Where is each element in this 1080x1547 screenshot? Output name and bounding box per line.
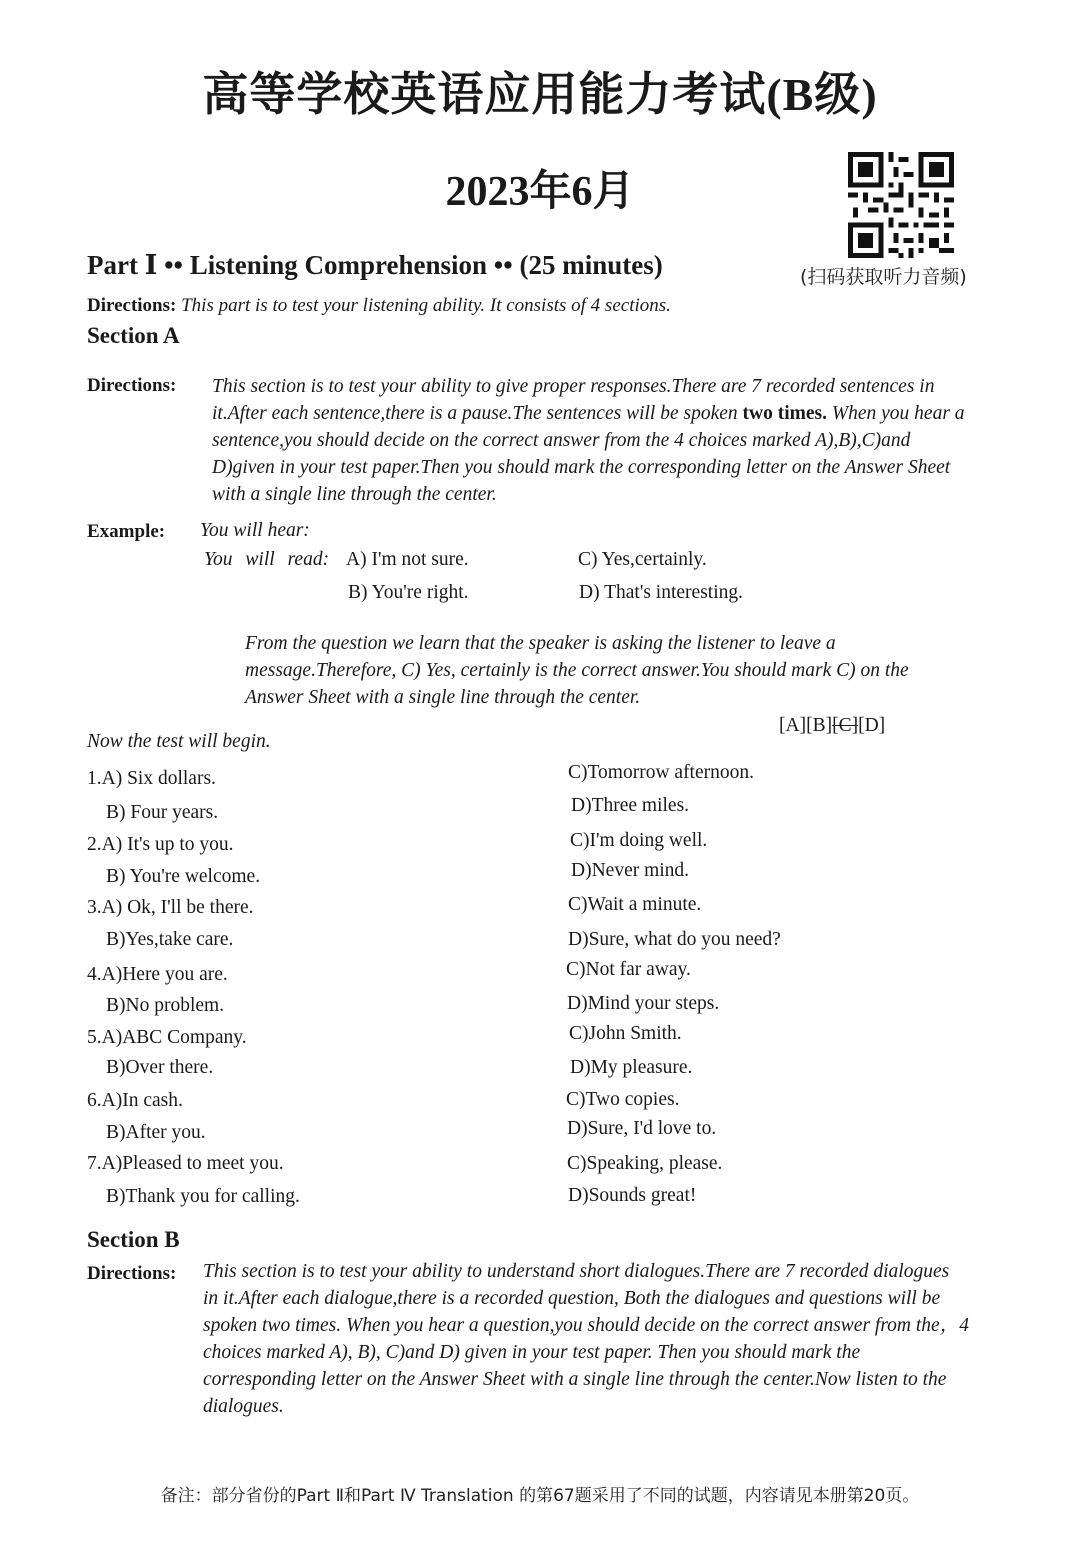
text-line: corresponding letter on the Answer Sheet with a single line through the center.Now listen to the (203, 1369, 947, 1390)
question-3-option-b: B)Yes,take care. (106, 929, 234, 950)
example-you-will-read: You will read: (204, 549, 330, 570)
example-option-c: C) Yes,certainly. (578, 549, 707, 570)
answer-a: [A] (779, 715, 807, 736)
question-7-option-c: C)Speaking, please. (567, 1153, 723, 1174)
section-b-directions-text (203, 1258, 992, 1420)
text-line: Answer Sheet with a single line through the center. (245, 687, 641, 708)
section-a-directions-text (212, 373, 992, 508)
section-b-directions-label: Directions: (87, 1263, 177, 1284)
text-line: D)given in your test paper.Then you should mark the corresponding letter on the Answer Sheet (212, 457, 951, 478)
exam-date: 2023年6月 (445, 169, 635, 215)
question-3-option-d: D)Sure, what do you need? (568, 929, 781, 950)
exam-title: 高等学校英语应用能力考试(B级) (202, 69, 878, 120)
example-you-will-hear: You will hear: (200, 520, 310, 541)
example-option-d: D) That's interesting. (579, 582, 743, 603)
question-4-option-c: C)Not far away. (566, 959, 691, 980)
section-a-directions-label: Directions: (87, 375, 177, 396)
qr-code-image[interactable] (848, 152, 954, 258)
text-line (212, 400, 992, 427)
part1-directions-label: Directions: (87, 295, 177, 316)
test-begin-text: Now the test will begin. (87, 731, 271, 752)
text-line: From the question we learn that the speaker is asking the listener to leave a (245, 633, 836, 654)
text-line: choices marked A), B), C)and D) given in your test paper. Then you should mark the (203, 1342, 861, 1363)
question-3-option-a: 3.A) Ok, I'll be there. (87, 897, 254, 918)
question-6-option-d: D)Sure, I'd love to. (567, 1118, 717, 1139)
part1-directions-text: This part is to test your listening ability. It consists of 4 sections. (181, 295, 671, 316)
question-1-option-c: C)Tomorrow afternoon. (568, 762, 755, 783)
text-line: spoken two times. When you hear a question,you should decide on the correct answer from the，4 (203, 1315, 969, 1336)
question-7-option-b: B)Thank you for calling. (106, 1186, 300, 1207)
example-label: Example: (87, 521, 166, 542)
text-line: in it.After each dialogue,there is a recorded question, Both the dialogues and questions will be (203, 1288, 941, 1309)
question-6-option-a: 6.A)In cash. (87, 1090, 183, 1111)
question-2-option-a: 2.A) It's up to you. (87, 834, 234, 855)
question-6-option-b: B)After you. (106, 1122, 206, 1143)
question-4-option-b: B)No problem. (106, 995, 225, 1016)
text-span: it.After each sentence,there is a pause.The sentences will be spoken (212, 403, 738, 424)
question-7-option-d: D)Sounds great! (568, 1185, 697, 1206)
question-5-option-b: B)Over there. (106, 1057, 214, 1078)
example-option-a: A) I'm not sure. (346, 549, 469, 570)
text-span: When you hear a (827, 403, 965, 424)
text-line: message.Therefore, C) Yes, certainly is the correct answer.You should mark C) on the (245, 660, 909, 681)
footer-note: 备注：部分省份的Part Ⅱ和Part Ⅳ Translation 的第67题采用了不同的试题，内容请见本册第20页。 (160, 1486, 920, 1506)
text-line: sentence,you should decide on the correct answer from the 4 choices marked A),B),C)and (212, 430, 911, 451)
part1-heading: Part Ⅰ •• Listening Comprehension •• (25 minutes) (87, 250, 663, 280)
example-option-b: B) You're right. (348, 582, 469, 603)
question-1-option-d: D)Three miles. (571, 795, 690, 816)
question-2-option-b: B) You're welcome. (106, 866, 261, 887)
example-answer-sheet (779, 715, 885, 737)
question-7-option-a: 7.A)Pleased to meet you. (87, 1153, 284, 1174)
example-explanation (245, 630, 992, 711)
question-5-option-c: C)John Smith. (569, 1023, 682, 1044)
question-4-option-d: D)Mind your steps. (567, 993, 720, 1014)
part1-directions (87, 295, 671, 317)
text-line: with a single line through the center. (212, 484, 497, 505)
section-a-heading: Section A (87, 323, 180, 348)
text-line: This section is to test your ability to give proper responses.There are 7 recorded sentences in (212, 376, 935, 397)
answer-b: [B] (806, 715, 833, 736)
question-4-option-a: 4.A)Here you are. (87, 964, 228, 985)
question-5-option-a: 5.A)ABC Company. (87, 1027, 247, 1048)
question-1-option-b: B) Four years. (106, 802, 219, 823)
answer-c-marked: [C] (832, 715, 859, 736)
qr-caption: (扫码获取听力音频) (800, 266, 967, 288)
question-2-option-d: D)Never mind. (571, 860, 690, 881)
question-1-option-a: 1.A) Six dollars. (87, 768, 216, 789)
emphasis-text: two times. (742, 403, 827, 424)
text-line: This section is to test your ability to understand short dialogues.There are 7 recorded dialogues (203, 1261, 950, 1282)
question-6-option-c: C)Two copies. (566, 1089, 680, 1110)
text-line: dialogues. (203, 1396, 284, 1417)
section-b-heading: Section B (87, 1227, 180, 1252)
question-2-option-c: C)I'm doing well. (570, 830, 708, 851)
answer-d: [D] (858, 715, 886, 736)
question-3-option-c: C)Wait a minute. (568, 894, 702, 915)
question-5-option-d: D)My pleasure. (570, 1057, 693, 1078)
